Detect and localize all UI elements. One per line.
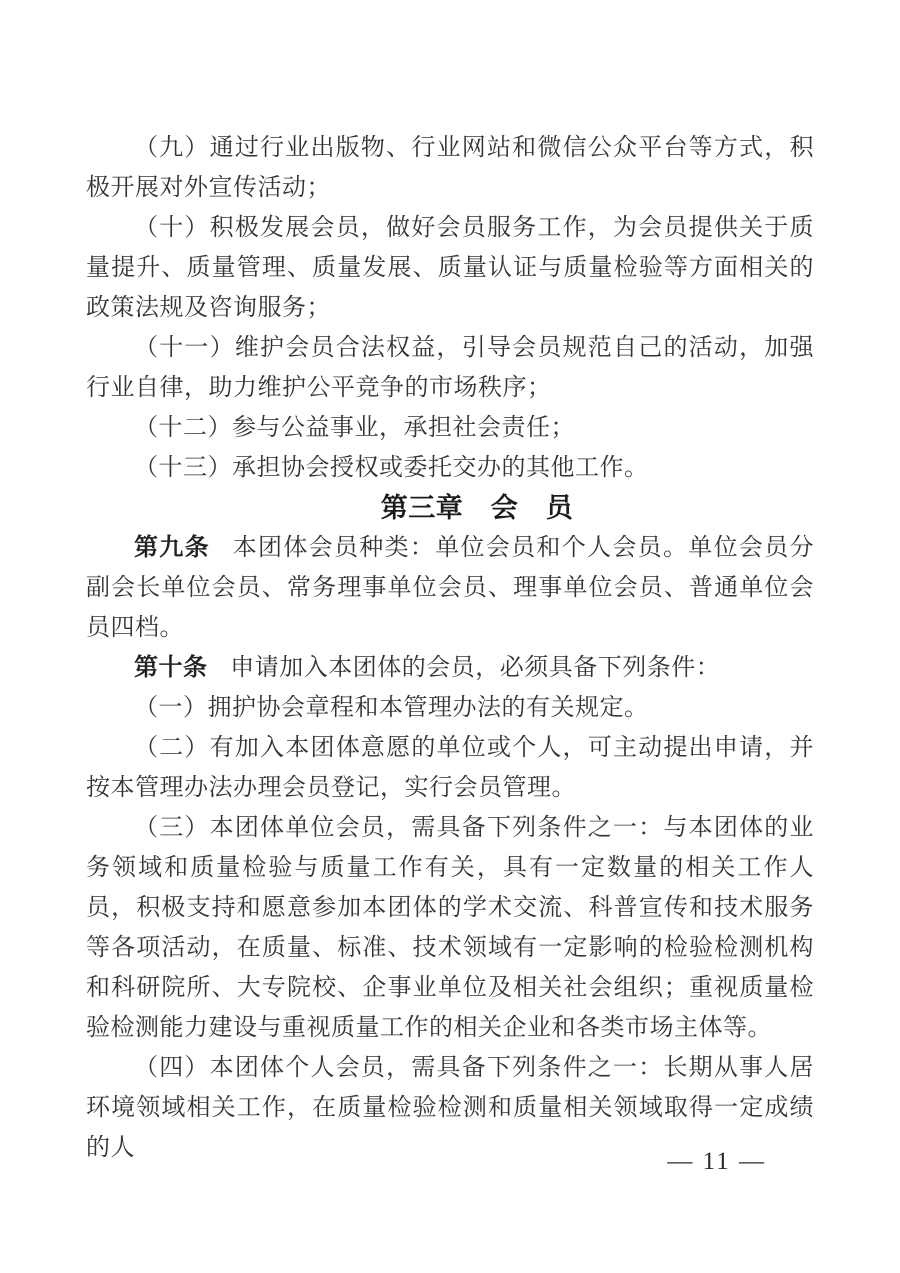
article-9-paragraph (86, 528, 814, 648)
condition-item-1: （一）拥护协会章程和本管理办法的有关规定。 (134, 695, 649, 721)
article-10-number: 第十条 (134, 654, 208, 681)
article-10-paragraph (86, 648, 814, 688)
article-9-text: 本团体会员种类：单位会员和个人会员。单位会员分副会长单位会员、常务理事单位会员、理事单位会员、普通单位会员四档。 (86, 535, 815, 641)
condition-item-4: （四）本团体个人会员，需具备下列条件之一：长期从事人居环境领域相关工作，在质量检验检测和质量相关领域取得一定成绩的人 (86, 1055, 814, 1161)
clause-item-9: （九）通过行业出版物、行业网站和微信公众平台等方式，积极开展对外宣传活动； (86, 135, 814, 201)
page-number: — 11 — (667, 1148, 766, 1175)
chapter-heading: 第三章 会 员 (380, 493, 574, 523)
article-10-text: 申请加入本团体的会员，必须具备下列条件： (230, 655, 721, 681)
clause-item-12: （十二）参与公益事业，承担社会责任； (134, 415, 575, 441)
article-9-number: 第九条 (134, 534, 210, 561)
clause-item-13: （十三）承担协会授权或委托交办的其他工作。 (134, 455, 649, 481)
clause-item-10: （十）积极发展会员，做好会员服务工作，为会员提供关于质量提升、质量管理、质量发展、质量认证与质量检验等方面相关的政策法规及咨询服务； (86, 215, 814, 321)
document-body (86, 128, 814, 1168)
condition-item-3: （三）本团体单位会员，需具备下列条件之一：与本团体的业务领域和质量检验与质量工作有关，具有一定数量的相关工作人员，积极支持和愿意参加本团体的学术交流、科普宣传和技术服务等各项活动，在质量、标准、技术领域有一定影响的检验检测机构和科研院所、大专院校、企事业单位及相关社会组织；重视质量检验检测能力建设与重视质量工作的相关企业和各类市场主体等。 (86, 815, 814, 1041)
clause-item-11: （十一）维护会员合法权益，引导会员规范自己的活动，加强行业自律，助力维护公平竞争的市场秩序； (86, 335, 814, 401)
condition-item-2: （二）有加入本团体意愿的单位或个人，可主动提出申请，并按本管理办法办理会员登记，实行会员管理。 (86, 735, 814, 801)
